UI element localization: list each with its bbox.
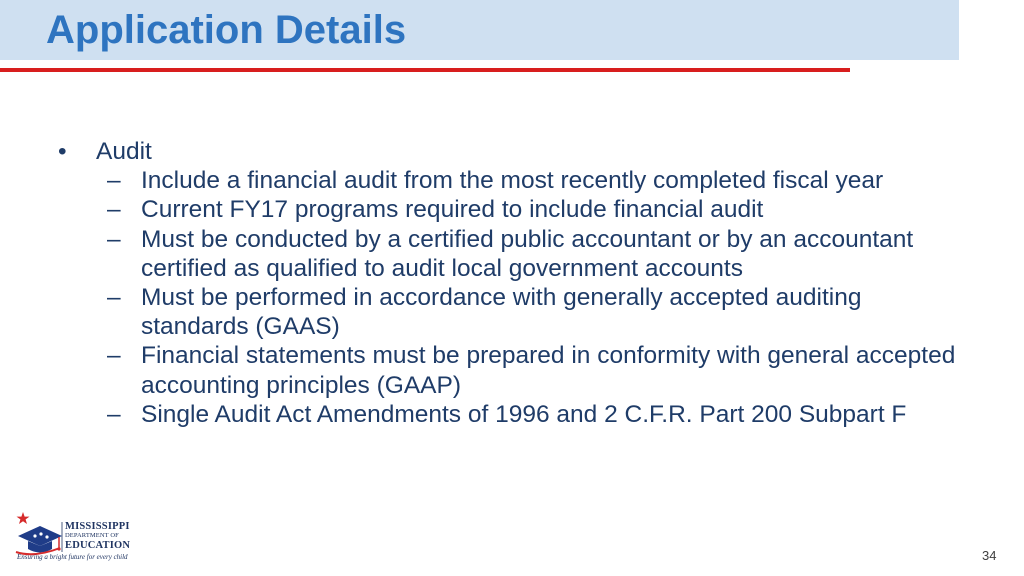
bullet-label: Audit (96, 138, 152, 165)
sub-bullet-text: Must be performed in accordance with generally accepted auditing standards (GAAS) (141, 284, 862, 341)
graduation-cap-icon (18, 526, 62, 546)
sub-bullet-text: Financial statements must be prepared in conformity with general accepted accounting principles (GAAP) (141, 342, 956, 399)
bullet-marker: • (58, 138, 67, 165)
sub-bullet-text: Current FY17 programs required to include financial audit (141, 196, 764, 224)
logo-tagline: Ensuring a bright future for every child (17, 553, 128, 561)
dash-marker: – (107, 225, 121, 253)
sub-bullet-item (0, 166, 971, 195)
logo-line-state: MISSISSIPPI (65, 521, 130, 532)
sub-bullet-item (0, 400, 971, 429)
dash-marker: – (107, 284, 121, 312)
star-icon (17, 512, 30, 524)
bullet-audit (0, 137, 1024, 166)
title-divider (0, 68, 850, 72)
page-number: 34 (982, 548, 997, 563)
sub-bullet-item (0, 283, 971, 341)
sub-bullet-list (0, 166, 1024, 429)
sub-bullet-item (0, 341, 971, 399)
mde-logo-text (65, 521, 130, 551)
sub-bullet-text: Must be conducted by a certified public accountant or by an accountant certified as qualified to audit local government accounts (141, 225, 914, 282)
slide-body (0, 137, 1024, 429)
slide-title: Application Details (46, 8, 407, 52)
sub-bullet-text: Include a financial audit from the most recently completed fiscal year (141, 167, 884, 195)
logo-line-education: EDUCATION (65, 540, 131, 551)
dash-marker: – (107, 167, 121, 195)
sub-bullet-item (0, 225, 971, 283)
sub-bullet-text: Single Audit Act Amendments of 1996 and 2 C.F.R. Part 200 Subpart F (141, 400, 907, 428)
logo-line-department: DEPARTMENT OF (65, 532, 119, 539)
sub-bullet-item (0, 195, 971, 224)
dash-marker: – (107, 196, 121, 224)
dash-marker: – (107, 400, 121, 428)
dash-marker: – (107, 342, 121, 370)
